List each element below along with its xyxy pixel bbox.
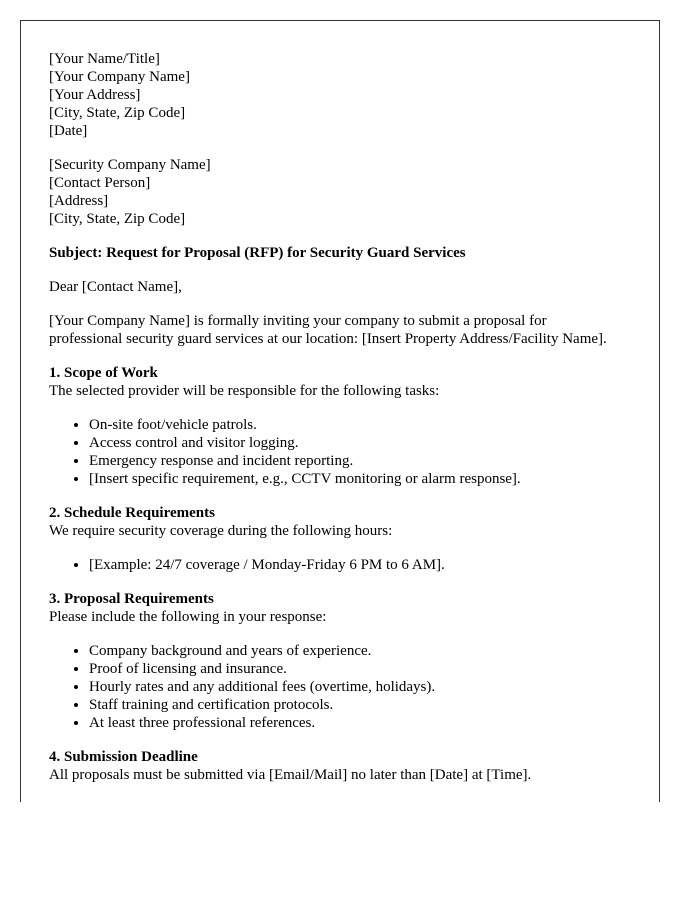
list-item: • Staff training and certification protocols. — [89, 696, 609, 714]
section-scope — [49, 364, 609, 488]
task-list — [49, 416, 609, 488]
list-item: • Access control and visitor logging. — [89, 434, 609, 452]
sender-line: [Your Name/Title] — [49, 51, 160, 67]
list-item: • [Example: 24/7 coverage / Monday-Friday 6 PM to 6 AM]. — [89, 556, 609, 574]
recipient-line: [Security Company Name] — [49, 157, 211, 173]
sender-line: [Your Company Name] — [49, 69, 190, 85]
section-deadline — [49, 748, 609, 784]
section-heading: 3. Proposal Requirements — [49, 591, 214, 607]
sender-line: [Date] — [49, 123, 88, 139]
recipient-line: [Contact Person] — [49, 175, 151, 191]
section-text: The selected provider will be responsible for the following tasks: — [49, 383, 440, 399]
intro-paragraph: [Your Company Name] is formally inviting your company to submit a proposal for professional security guard services at our location: [Insert Property Address/Facility Name]. — [49, 313, 607, 347]
letter-page — [20, 20, 660, 802]
list-item: • At least three professional references. — [89, 714, 609, 732]
recipient-line: [Address] — [49, 193, 109, 209]
section-proposal-requirements — [49, 590, 609, 732]
sender-line: [Your Address] — [49, 87, 141, 103]
list-item: • Company background and years of experience. — [89, 642, 609, 660]
list-item: • Hourly rates and any additional fees (overtime, holidays). — [89, 678, 609, 696]
requirements-list — [49, 642, 609, 732]
section-heading: 2. Schedule Requirements — [49, 505, 215, 521]
sender-line: [City, State, Zip Code] — [49, 105, 186, 121]
list-item: • On-site foot/vehicle patrols. — [89, 416, 609, 434]
salutation: Dear [Contact Name], — [49, 279, 182, 295]
section-schedule — [49, 504, 609, 574]
recipient-address — [49, 156, 609, 228]
section-text: We require security coverage during the following hours: — [49, 523, 393, 539]
subject-line: Subject: Request for Proposal (RFP) for Security Guard Services — [49, 245, 466, 261]
list-item: • Emergency response and incident reporting. — [89, 452, 609, 470]
schedule-list — [49, 556, 609, 574]
list-item: • [Insert specific requirement, e.g., CCTV monitoring or alarm response]. — [89, 470, 609, 488]
section-heading: 4. Submission Deadline — [49, 749, 198, 765]
sender-address — [49, 50, 609, 140]
section-text: All proposals must be submitted via [Email/Mail] no later than [Date] at [Time]. — [49, 767, 532, 783]
section-text: Please include the following in your response: — [49, 609, 327, 625]
section-heading: 1. Scope of Work — [49, 365, 158, 381]
list-item: • Proof of licensing and insurance. — [89, 660, 609, 678]
recipient-line: [City, State, Zip Code] — [49, 211, 186, 227]
